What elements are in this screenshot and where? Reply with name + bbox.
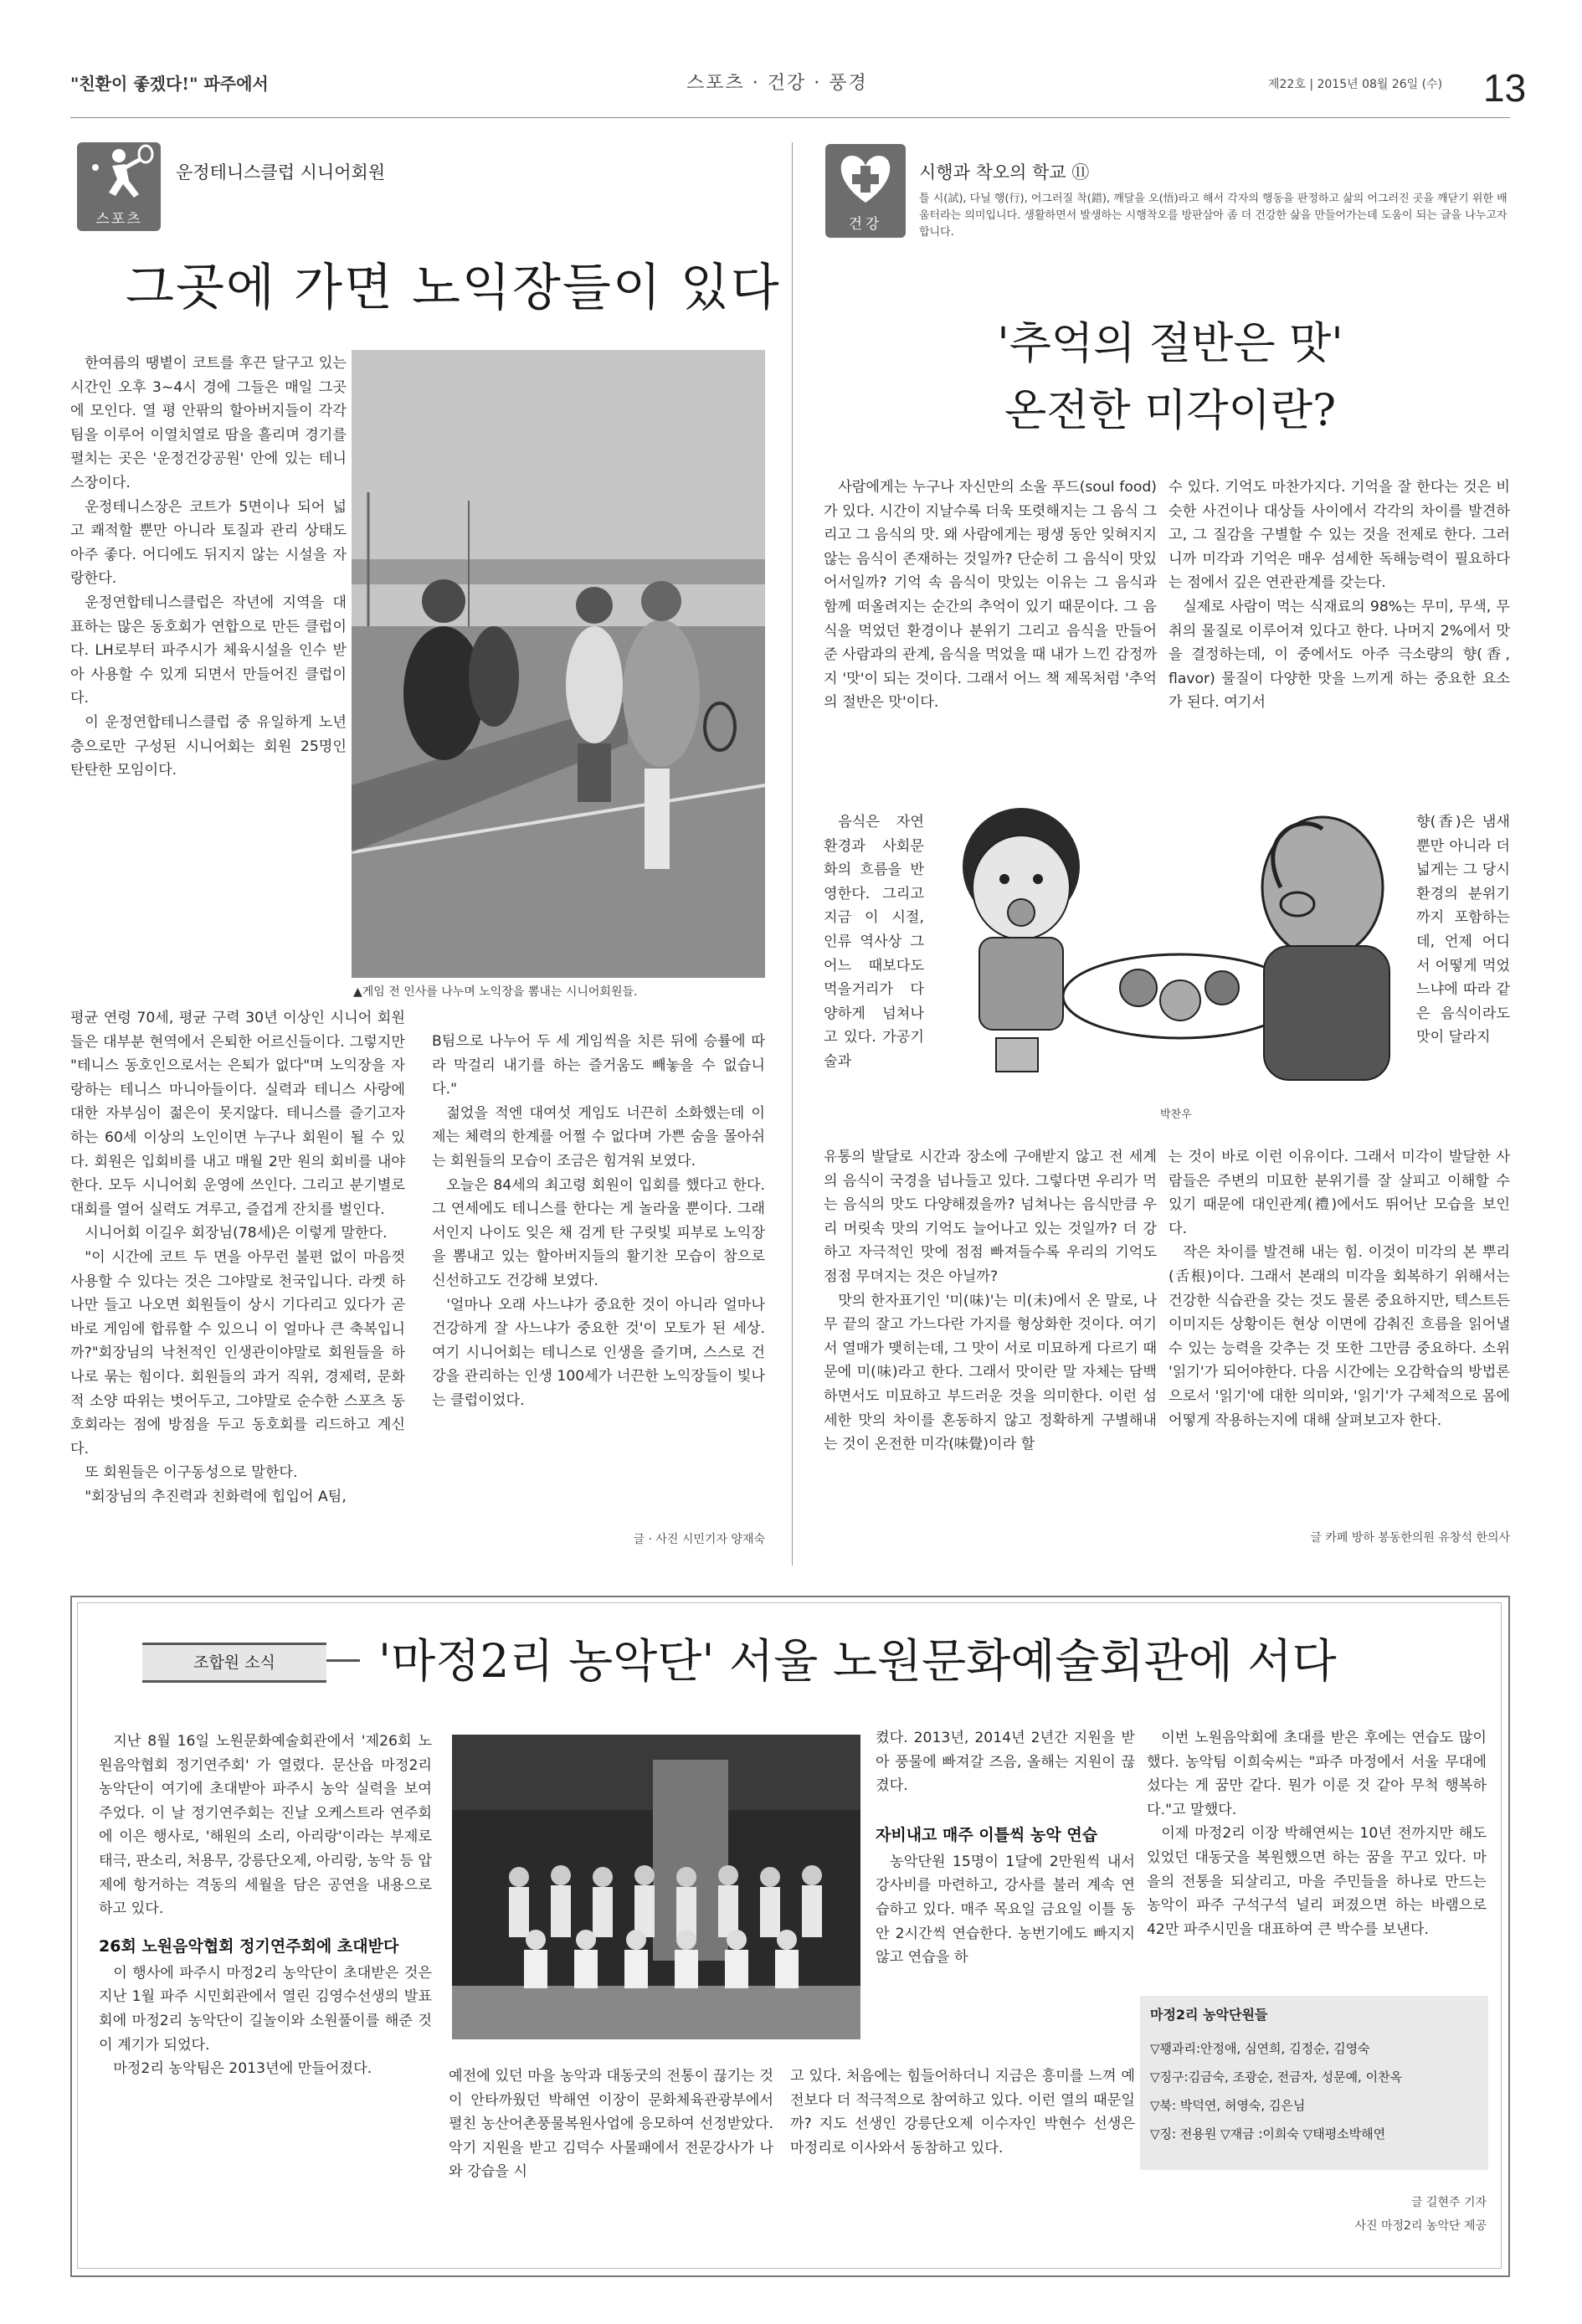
sports-badge-label: 스포츠 [95,211,142,228]
paragraph: 실제로 사람이 먹는 식재료의 98%는 무미, 무색, 무취의 물질로 이루어져 있다고 한다. 나머지 2%에서 맛을 결정하는데, 이 중에서도 아주 극소량의 향(香, flavor) 물질이 다양한 맛을 느끼게 하는 중요한 요소가 된다. 여기서 [1169,598,1510,712]
paragraph: 오늘은 84세의 최고령 회원이 입회를 했다고 한다.그 연세에도 테니스를 한다는 게 놀라울 뿐이다. 그래서인지 나이도 잊은 채 검게 탄 구릿빛 피부로 노익장을 뽐내고 있는 할아버지들의 활기찬 모습이 참으로 신선하고도 건강해 보였다. [432,1176,765,1289]
health-column-2-narrow [1416,810,1510,1050]
members-title: 마정2리 농악단원들 [1150,2007,1268,2023]
header-rule [70,117,1510,118]
paragraph: 이제 마정2리 이장 박해연씨는 10년 전까지만 해도 있었던 대동굿을 복원했으면 하는 꿈을 꾸고 있다. 마을의 전통을 되살리고, 마을 주민들을 하나로 만드는 농악이 파주 구석구석 널리 퍼졌으면 하는 바램으로 42만 파주시민을 대표하여 큰 박수를 보낸다. [1147,1825,1487,1938]
sports-badge [77,142,161,231]
paragraph: 음식은 자연환경과 사회문화의 흐름을 반영한다. 그리고 지금 이 시절, 인류 역사상 그 어느 때보다도 먹을거리가 다양하게 넘쳐나고 있다. 가공기술과 [824,814,924,1070]
members-row: ▽꽹과리:안정애, 심연희, 김정순, 김영숙 [1150,2041,1370,2056]
tennis-player-icon [77,142,161,208]
union-photo-credit: 사진 마정2리 농악단 제공 [1354,2219,1487,2233]
sports-column-1a [70,352,347,783]
paragraph: "회장님의 추진력과 친화력에 힙입어 A팀, [85,1488,347,1505]
union-headline: '마정2리 농악단' 서울 노원문화예술회관에 서다 [378,1634,1337,1688]
paragraph: 운정테니스장은 코트가 5면이나 되어 넓고 쾌적할 뿐만 아니라 토질과 관리 상태도 아주 좋다. 어디에도 뒤지지 않는 시설을 자랑한다. [70,498,347,588]
paragraph: B팀으로 나누어 두 세 게임씩을 치른 뒤에 승률에 따라 막걸리 내기를 하는 즐거움도 빼놓을 수 없습니다." [432,1033,765,1098]
paragraph: 또 회원들은 이구동성으로 말한다. [85,1464,298,1482]
members-row: ▽징구:김금숙, 조광순, 전금자, 성문예, 이찬옥 [1150,2069,1403,2085]
health-column-2-top [1169,476,1510,715]
paragraph: 예전에 있던 마을 농악과 대동굿의 전통이 끊기는 것이 안타까웠던 박해연 이장이 문화체육관광부에서 펼친 농산어촌풍물복원사업에 응모하여 선정받았다. 악기 지원을 받고 김덕수 사물패에서 전문강사가 나와 강습을 시 [449,2068,773,2181]
tennis-photo [352,350,765,978]
sports-kicker: 운정테니스클럽 시니어회원 [176,162,386,183]
health-kicker: 시행과 착오의 학교 ⑪ [919,162,1090,183]
paragraph: 향(香)은 냄새뿐만 아니라 더 넓게는 그 당시 환경의 분위기까지 포함하는데, 언제 어디서 어떻게 먹었느냐에 따라 같은 음식이라도 맛이 달라지 [1416,814,1510,1046]
paragraph: 지난 8월 16일 노원문화예술회관에서 '제26회 노원음악협회 정기연주회' 가 열렸다. 문산읍 마정2리 농악단이 여기에 초대받아 파주시 농악 실력을 보여주었다. 이 날 정기연주회는 진날 오케스트라 연주회에 이은 행사로, '해원의 소리, 아리랑'이라는 부제로 태극, 판소리, 처용무, 강릉단오제, 아리랑, 농악 등 압제에 항거하는 격동의 세월을 담은 공연을 내용으로 하고 있다. [99,1733,432,1918]
paragraph: 유통의 발달로 시간과 장소에 구애받지 않고 전 세계의 음식이 국경을 넘나들고 있다. 그렇다면 우리가 먹는 음식의 맛도 다양해졌을까? 넘쳐나는 음식만큼 우리 머릿속 맛의 기억도 늘어나고 있는 것일까? 더 강하고 자극적인 맛에 점점 빠져들수록 우리의 기억도 점점 무뎌지는 것은 아닐까? [824,1149,1157,1285]
paragraph: 시니어회 이길우 회장님(78세)은 이렇게 말한다. [85,1225,388,1242]
health-badge [825,144,906,238]
section-title: 스포츠 · 건강 · 풍경 [686,73,868,94]
paragraph: 이 운정연합테니스클럽 중 유일하게 노년층으로만 구성된 시니어회는 회원 25명인 탄탄한 모임이다. [70,713,347,779]
paragraph: 젊었을 적엔 대여섯 게임도 너끈히 소화했는데 이제는 체력의 한계를 어쩔 수 없다며 가쁜 숨을 몰아쉬는 회원들의 모습이 조금은 힘겨워 보였다. [432,1104,765,1170]
union-column-2-bottom [449,2064,773,2184]
union-column-4 [1147,1726,1487,1941]
paragraph: 사람에게는 누구나 자신만의 소울 푸드(soul food)가 있다. 시간이 지날수록 더욱 또렷해지는 그 음식 그리고 그 음식의 맛. 왜 사람에게는 평생 동안 잊혀지지 않는 음식이 존재하는 것일까? 단순히 그 음식이 맛있어서일까? 기억 속 음식이 맛있는 이유는 그 음식과 함께 떠올려지는 순간의 추억이 있기 때문이다. 그 음식을 먹었던 환경이나 분위기 그리고 음식을 만들어준 사람과의 관계, 음식을 먹었을 때 내가 느낀 감정까지 '맛'이 되는 것이다. 그래서 어느 책 제목처럼 '추억의 절반은 맛'이다. [824,479,1157,712]
paragraph: 켰다. 2013년, 2014년 2년간 지원을 받아 풍물에 빠져갈 즈음, 올해는 지원이 끊겼다. [876,1730,1135,1795]
health-headline-1: '추억의 절반은 맛' [997,319,1343,369]
sports-byline: 글 · 사진 시민기자 양재숙 [633,1533,765,1546]
health-column-1-narrow [824,810,924,1074]
sports-column-1b [70,1006,405,1509]
union-tag-label: 조합원 소식 [193,1653,275,1672]
page-number: 13 [1483,66,1527,110]
union-subheading-1: 26회 노원음악협회 정기연주회에 초대받다 [99,1936,399,1956]
paragraph: 평균 연령 70세, 평균 구력 30년 이상인 시니어 회원들은 대부분 현역에서 은퇴한 어르신들이다. 그렇지만 "테니스 동호인으로서는 은퇴가 없다"며 노익장을 자랑하는 테니스 마니아들이다. 실력과 테니스 사랑에 대한 자부심이 젊은이 못지않다. 테니스를 즐기고자 하는 60세 이상의 노인이면 누구나 회원이 될 수 있다. 회원은 입회비를 내고 매월 2만 원의 회비를 내야한다. 모두 시니어회 운영에 쓰인다. 그리고 분기별로 대회를 열어 실력도 겨루고, 즐겁게 잔치를 벌인다. [70,1010,405,1218]
health-column-1-top [824,476,1157,715]
health-badge-label: 건강 [848,216,883,233]
paragraph: 작은 차이를 발견해 내는 힘. 이것이 미각의 본 뿌리(舌根)이다. 그래서 본래의 미각을 회복하기 위해서는 건강한 식습관을 갖는 것도 물론 중요하지만, 텍스트든 이미지든 상황이든 현상 이면에 감춰진 흐름을 읽어낼 수 있는 능력을 갖추는 것 또한 그만큼 중요하다. 소위 '읽기'가 되어야한다. 다음 시간에는 오감학습의 방법론으로서 '읽기'에 대한 의미와, '읽기'가 구체적으로 몸에 어떻게 작용하는지에 대해 살펴보고자 한다. [1169,1244,1510,1429]
illustrator-credit: 박찬우 [1160,1108,1192,1121]
tennis-photo-caption: ▲게임 전 인사를 나누며 노익장을 뽐내는 시니어회원들. [353,985,638,999]
members-box [1140,1996,1488,2170]
paragraph: 농악단원 15명이 1달에 2만원씩 내서 강사비를 마련하고, 강사를 불러 계속 연습하고 있다. 매주 목요일 금요일 이틀 동안 2시간씩 연습한다. 농번기에도 빠지지 않고 연습을 하 [876,1853,1135,1967]
column-divider [792,142,793,1566]
health-column-1-bottom [824,1145,1157,1457]
union-subheading-2: 자비내고 매주 이틀씩 농악 연습 [876,1825,1098,1844]
paragraph: 수 있다. 기억도 마찬가지다. 기억을 잘 한다는 것은 비슷한 사건이나 대상들 사이에서 각각의 차이를 발견하고, 그 질감을 구별할 수 있는 것을 전제로 한다. 그러니까 미각과 기억은 매우 섬세한 독해능력이 필요하다는 점에서 깊은 연관관계를 갖는다. [1169,479,1510,592]
health-headline-2: 온전한 미각이란? [1004,386,1337,436]
union-column-3-bottom [790,2064,1135,2160]
paragraph: 이번 노원음악회에 초대를 받은 후에는 연습도 많이 했다. 농악팀 이희숙씨는 "파주 마정에서 서울 무대에 섰다는 게 꿈만 같다. 뭔가 이룬 것 같아 무척 행복하다."고 말했다. [1147,1730,1487,1818]
paragraph: 한여름의 땡볕이 코트를 후끈 달구고 있는 시간인 오후 3~4시 경에 그들은 매일 그곳에 모인다. 열 평 안팎의 할아버지들이 각각 팀을 이루어 이열치열로 땀을 흘리며 경기를 펼치는 곳은 '운정건강공원' 안에 있는 테니스장이다. [70,355,347,491]
health-byline: 글 카페 방하 봉동한의원 유창석 한의사 [1310,1531,1510,1545]
sports-headline: 그곳에 가면 노익장들이 있다 [126,259,781,317]
paragraph: 마정2리 농악팀은 2013년에 만들어졌다. [113,2060,372,2078]
paragraph: '얼마나 오래 사느냐가 중요한 것이 아니라 얼마나 건강하게 잘 사느냐가 중요한 것'이 모토가 된 세상. 여기 시니어회는 테니스로 인생을 즐기며, 스스로 건강을 관리하는 인생 100세가 너끈한 노익장들이 빛나는 클럽이었다. [432,1296,765,1409]
paragraph: 운정연합테니스클럽은 작년에 지역을 대표하는 많은 동호회가 연합으로 만든 클럽이다. LH로부터 파주시가 체육시설을 인수 받아 사용할 수 있게 되면서 만들어진 클럽이다. [70,594,347,707]
members-row: ▽징: 전용원 ▽재금 :이희숙 ▽태평소박해연 [1150,2126,1386,2141]
masthead-brand: "친환이 좋겠다!" 파주에서 [70,74,269,94]
members-row: ▽북: 박덕연, 허영숙, 김은님 [1150,2098,1306,2113]
union-column-3 [876,1726,1135,1970]
paragraph: 맛의 한자표기인 '미(味)'는 미(未)에서 온 말로, 나무 끝의 잘고 가느다란 가지를 형상화한 것이다. 여기서 열매가 맺히는데, 그 맛이 서로 미묘하게 다르기 때문에 미(味)라고 한다. 그래서 맛이란 말 자체는 담백하면서도 미묘하고 부드러운 것을 의미한다. 이런 섬세한 맛의 차이를 혼동하지 않고 정확하게 구별해내는 것이 온전한 미각(味覺)이라 할 [824,1292,1157,1453]
issue-info: 제22호 | 2015년 08월 26일 (수) [1268,78,1443,91]
union-tag-rule [326,1659,360,1662]
paragraph: "이 시간에 코트 두 면을 아무런 불편 없이 마음껏 사용할 수 있다는 것은 그야말로 천국입니다. 라켓 하나만 들고 나오면 회원들이 상시 기다리고 있다가 곧바로 게임에 합류할 수 있으니 이 얼마나 큰 축복입니까?"회장님의 낙천적인 인생관이야말로 회원들을 하나로 묶는 힘이다. 회원들의 과거 직위, 경제력, 문화적 소양 따위는 벗어두고, 그야말로 순수한 스포츠 동호회라는 점에 방점을 두고 동호회를 리드하고 계신다. [70,1248,405,1458]
health-intro: 틀 시(試), 다닐 행(行), 어그러질 착(錯), 깨달을 오(悟)라고 해서 각자의 행동을 판정하고 삶의 어그러진 곳을 깨닫기 위한 배움터라는 의미입니다. 생활하면서 발생하는 시행착오를 방판삼아 좀 더 건강한 삶을 만들어가는데 도움이 되는 글을 나누고자 합니다. [919,193,1508,239]
nongak-troupe-photo [452,1735,860,2039]
heart-cross-icon [825,144,906,211]
union-tag [142,1643,326,1683]
paragraph: 고 있다. 처음에는 힘들어하더니 지금은 흥미를 느껴 예전보다 더 적극적으로 참여하고 있다. 이런 열의 때문일까? 지도 선생인 강릉단오제 이수자인 박현수 선생은 마정리로 이사와서 동참하고 있다. [790,2068,1135,2157]
paragraph: 이 행사에 파주시 마정2리 농악단이 초대받은 것은 지난 1월 파주 시민회관에서 열린 김영수선생의 발표회에 마정2리 농악단이 길놀이와 소원풀이를 해준 것이 계기가 되었다. [99,1964,432,2054]
health-column-2-bottom [1169,1145,1510,1432]
sports-column-2 [432,1030,765,1413]
union-byline: 글 길현주 기자 [1410,2196,1487,2209]
union-column-1 [99,1730,432,2081]
paragraph: 는 것이 바로 이런 이유이다. 그래서 미각이 발달한 사람들은 주변의 미묘한 분위기를 잘 살피고 이해할 수 있기 때문에 대인관계(禮)에서도 뛰어난 모습을 보인다. [1169,1149,1510,1237]
food-illustration [929,787,1415,1122]
